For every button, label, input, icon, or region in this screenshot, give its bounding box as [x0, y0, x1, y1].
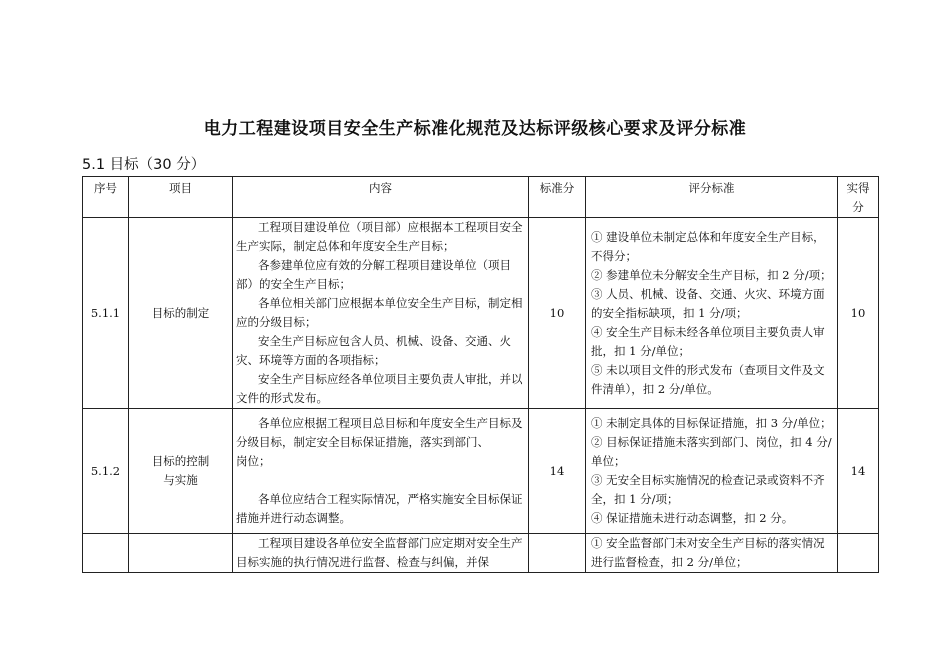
header-actual-score: 实得分: [838, 177, 879, 218]
criteria-line: ① 未制定具体的目标保证措施，扣 3 分/单位；: [591, 416, 832, 430]
row-standard-score: [529, 534, 586, 573]
row-item-line: 目标的控制: [151, 454, 210, 468]
row-item: 目标的制定: [129, 218, 233, 409]
criteria-line: ④ 保证措施未进行动态调整，扣 2 分。: [591, 511, 794, 525]
row-criteria: [586, 409, 838, 534]
criteria-line: ③ 人员、机械、设备、交通、火灾、环境方面的安全指标缺项，扣 1 分/项；: [591, 286, 825, 320]
row-number: 5.1.1: [83, 218, 129, 409]
row-item-line: 与实施: [163, 473, 198, 487]
criteria-line: ① 建设单位未制定总体和年度安全生产目标，不得分；: [591, 229, 825, 263]
criteria-line: ④ 安全生产目标未经各单位项目主要负责人审批，扣 1 分/单位；: [591, 324, 825, 358]
content-paragraph: 工程项目建设各单位安全监督部门应定期对安全生产目标实施的执行情况进行监督、检查与纠偏，并保: [236, 536, 523, 569]
row-criteria: [586, 534, 838, 573]
content-paragraph: 各单位应结合工程实际情况，严格实施安全目标保证措施并进行动态调整。: [236, 492, 523, 525]
criteria-line: ② 参建单位未分解安全生产目标，扣 2 分/项；: [591, 267, 832, 282]
row-item: [129, 409, 233, 534]
table-row: [83, 534, 879, 573]
content-paragraph: 工程项目建设单位（项目部）应根据本工程项目安全生产实际，制定总体和年度安全生产目标；: [236, 220, 523, 253]
header-standard-score: 标准分: [529, 177, 586, 218]
document-title: 电力工程建设项目安全生产标准化规范及达标评级核心要求及评分标准: [203, 119, 747, 139]
row-actual-score: 14: [838, 409, 879, 534]
header-criteria: 评分标准: [586, 177, 838, 218]
scoring-table: [82, 176, 879, 573]
criteria-line: ① 安全监督部门未对安全生产目标的落实情况进行监督检查，扣 2 分/单位；: [591, 536, 825, 569]
row-actual-score: 10: [838, 218, 879, 409]
content-paragraph: 安全生产目标应包含人员、机械、设备、交通、火灾、环境等方面的各项指标；: [236, 334, 511, 367]
content-paragraph: 各参建单位应有效的分解工程项目建设单位（项目部）的安全生产目标；: [236, 258, 511, 291]
table-header-row: [83, 177, 879, 218]
row-content: [233, 218, 529, 409]
criteria-line: ③ 无安全目标实施情况的检查记录或资料不齐全，扣 1 分/项；: [591, 473, 825, 506]
content-paragraph: 各单位应根据工程项目总目标和年度安全生产目标及分级目标，制定安全目标保证措施，落实到部门、: [236, 416, 523, 449]
section-heading: 5.1 目标（30 分）: [82, 157, 206, 173]
row-number: 5.1.2: [83, 409, 129, 534]
header-number: 序号: [83, 177, 129, 218]
row-number: [83, 534, 129, 573]
row-actual-score: [838, 534, 879, 573]
row-item: [129, 534, 233, 573]
content-paragraph: 安全生产目标应经各单位项目主要负责人审批，并以文件的形式发布。: [236, 372, 523, 405]
row-standard-score: 14: [529, 409, 586, 534]
table-row: [83, 218, 879, 409]
row-content: [233, 409, 529, 534]
content-paragraph: 岗位；: [236, 454, 271, 468]
content-spacer: [236, 471, 525, 490]
content-paragraph: 各单位相关部门应根据本单位安全生产目标，制定相应的分级目标；: [236, 296, 523, 329]
header-content: 内容: [233, 177, 529, 218]
row-content: [233, 534, 529, 573]
row-criteria: [586, 218, 838, 409]
row-standard-score: 10: [529, 218, 586, 409]
criteria-line: ② 目标保证措施未落实到部门、岗位，扣 4 分/单位；: [591, 435, 832, 468]
criteria-line: ⑤ 未以项目文件的形式发布（查项目文件及文件清单），扣 2 分/单位。: [591, 362, 825, 396]
table-row: [83, 409, 879, 534]
header-item: 项目: [129, 177, 233, 218]
